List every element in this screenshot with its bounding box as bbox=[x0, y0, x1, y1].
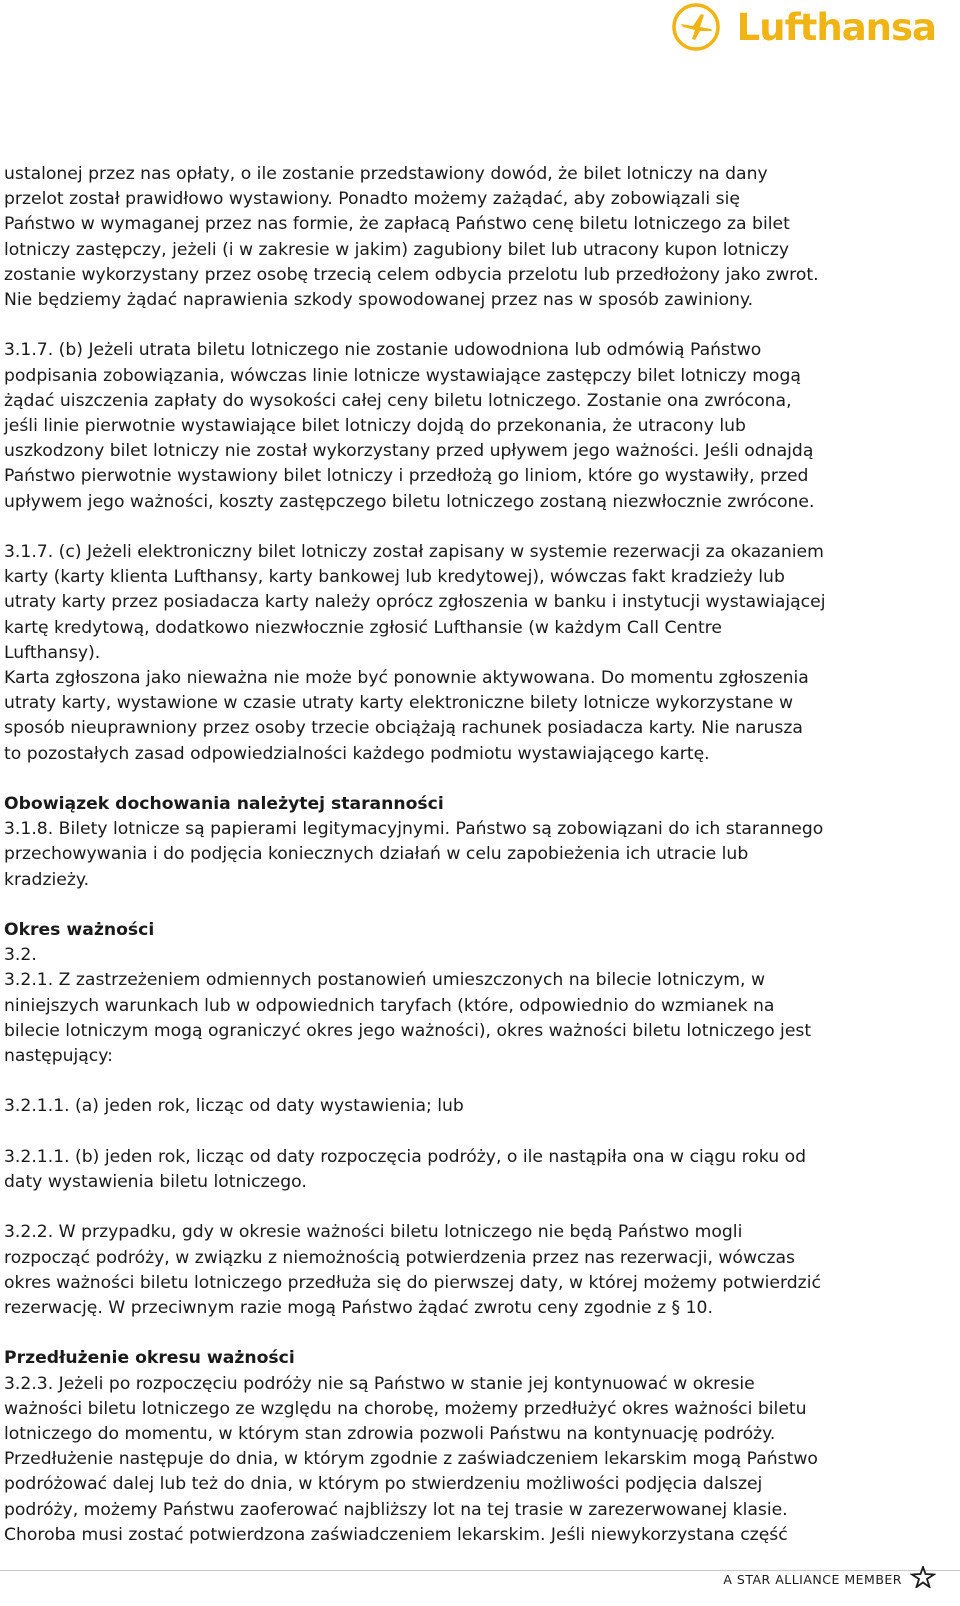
paragraph-3-1-7-b: 3.1.7. (b) Jeżeli utrata biletu lotniczego nie zostanie udowodniona lub odmówią Państwo podpisania zobowiązania, wówczas linie lotnicze wystawiające zastępczy bilet lotniczy mogą żądać uiszczenia zapłaty do wysokości całej ceny biletu lotniczego. Zostanie ona zwrócona, jeśli linie pierwotnie wystawiające bilet lotniczy dojdą do przekonania, że utracony lub uszkodzony bilet lotniczy nie został wykorzystany przed upływem jego ważności. Jeśli odnajdą Państwo pierwotnie wystawiony bilet lotniczy i przedłożą go liniom, które go wystawiły, przed upływem jego ważności, koszty zastępczego biletu lotniczego zostaną niezwłocznie zwrócone. bbox=[4, 340, 815, 512]
section-heading-extension: Przedłużenie okresu ważności bbox=[4, 1348, 295, 1369]
paragraph-3-1-8: 3.1.8. Bilety lotnicze są papierami legitymacyjnymi. Państwo są zobowiązani do ich starannego przechowywania i do podjęcia koniecznych działań w celu zapobieżenia ich utracie lub kradzieży. bbox=[4, 819, 824, 890]
paragraph-3-2-1-1-b: 3.2.1.1. (b) jeden rok, licząc od daty rozpoczęcia podróży, o ile nastąpiła ona w ciągu roku od daty wystawienia biletu lotniczego. bbox=[4, 1146, 807, 1193]
page-header bbox=[0, 0, 960, 60]
lufthansa-crane-icon bbox=[671, 2, 721, 52]
paragraph-3-2-1: 3.2. 3.2.1. Z zastrzeżeniem odmiennych postanowień umieszczonych na bilecie lotniczym, w niniejszych warunkach lub w odpowiednich taryfach (które, odpowiednio do wzmianek na bilecie lotniczym mogą ograniczyć okres jego ważności), okres ważności biletu lotniczego jest następujący: bbox=[4, 945, 812, 1067]
page-footer bbox=[0, 1556, 960, 1606]
brand-name: Lufthansa bbox=[736, 5, 936, 49]
star-alliance-icon bbox=[910, 1566, 936, 1592]
footer-text: A STAR ALLIANCE MEMBER bbox=[723, 1571, 902, 1587]
paragraph-3-2-2: 3.2.2. W przypadku, gdy w okresie ważności biletu lotniczego nie będą Państwo mogli rozpocząć podróży, w związku z niemożnością potwierdzenia przez nas rezerwacji, wówczas okres ważności biletu lotniczego przedłuża się do pierwszej daty, w której możemy potwierdzić rezerwację. W przeciwnym razie mogą Państwo żądać zwrotu ceny zgodnie z § 10. bbox=[4, 1222, 821, 1319]
lufthansa-logo bbox=[671, 2, 936, 52]
paragraph-lost-ticket: ustalonej przez nas opłaty, o ile zostanie przedstawiony dowód, że bilet lotniczy na dany przelot został prawidłowo wystawiony. Ponadto możemy zażądać, aby zobowiązali się Państwo w wymaganej przez nas formie, że zapłacą Państwo cenę biletu lotniczego za bilet lotniczy zastępczy, jeżeli (i w zakresie w jakim) zagubiony bilet lub utracony kupon lotniczy zostanie wykorzystany przez osobę trzecią celem odbycia przelotu lub przedłożony jako zwrot. Nie będziemy żądać naprawienia szkody spowodowanej przez nas w sposób zawiniony. bbox=[4, 164, 819, 311]
section-heading-validity: Okres ważności bbox=[4, 920, 155, 941]
document-body bbox=[4, 162, 950, 1548]
star-alliance-badge bbox=[723, 1566, 936, 1592]
paragraph-3-2-3: 3.2.3. Jeżeli po rozpoczęciu podróży nie są Państwo w stanie jej kontynuować w okresie ważności biletu lotniczego ze względu na chorobę, możemy przedłużyć okres ważności biletu lotniczego do momentu, w którym stan zdrowia pozwoli Państwu na kontynuację podróży. Przedłużenie następuje do dnia, w którym zgodnie z zaświadczeniem lekarskim mogą Państwo podróżować dalej lub też do dnia, w którym po stwierdzeniu możliwości podjęcia dalszej podróży, możemy Państwu zaoferować najbliższy lot na tej trasie w zarezerwowanej klasie. Choroba musi zostać potwierdzona zaświadczeniem lekarskim. Jeśli niewykorzystana część bbox=[4, 1373, 818, 1545]
paragraph-3-2-1-1-a: 3.2.1.1. (a) jeden rok, licząc od daty wystawienia; lub bbox=[4, 1096, 464, 1117]
paragraph-3-1-7-c: 3.1.7. (c) Jeżeli elektroniczny bilet lotniczy został zapisany w systemie rezerwacji za okazaniem karty (karty klienta Lufthansy, karty bankowej lub kredytowej), wówczas fakt kradzieży lub utraty karty przez posiadacza karty należy oprócz zgłoszenia w banku i instytucji wystawiającej kartę kredytową, dodatkowo niezwłocznie zgłosić Lufthansie (w każdym Call Centre Lufthansy). Karta zgłoszona jako nieważna nie może być ponownie aktywowana. Do momentu zgłoszenia utraty karty, wystawione w czasie utraty karty elektroniczne bilety lotnicze wykorzystane w sposób nieuprawniony przez osoby trzecie obciążają rachunek posiadacza karty. Nie narusza to pozostałych zasad odpowiedzialności każdego podmiotu wystawiającego kartę. bbox=[4, 542, 826, 764]
section-heading-due-care: Obowiązek dochowania należytej staranności bbox=[4, 794, 444, 815]
